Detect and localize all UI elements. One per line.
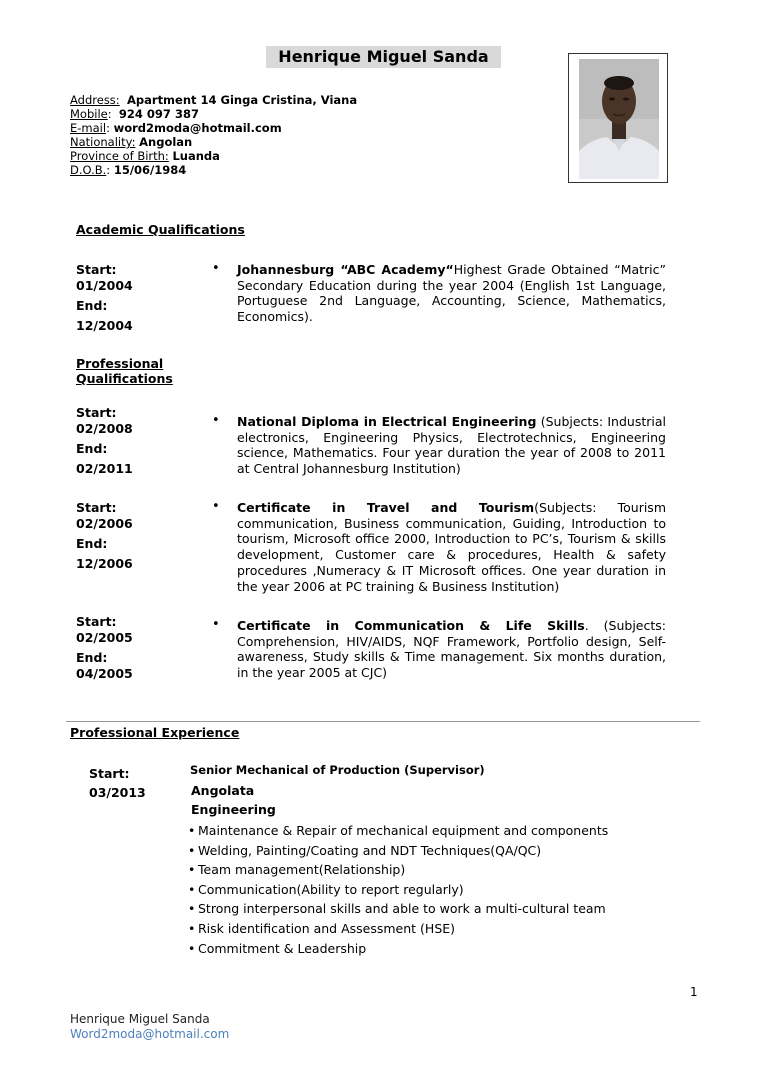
list-item [188, 821, 608, 841]
duty-text: Team management(Relationship) [198, 862, 406, 878]
entry-text: (Subjects: Tourism communication, Business communication, Guiding, Introduction to tourism, Microsoft office 2000, Introduction to PC’s, Tourism & skills development, Customer care & procedures, Health & safety procedures ,Numeracy & IT Microsoft offices. One year duration in the year 2006 at PC training & Business Institution) [237, 500, 666, 594]
list-item [188, 880, 608, 900]
qualification-dates [76, 500, 186, 572]
end-date: 12/2004 [76, 318, 133, 333]
qualification-entry [237, 618, 666, 681]
entry-text: (Subjects: Industrial electronics, Engineering Physics, Electrotechnics, Engineering science, Mathematics. Four year duration the year of 2008 to 2011 at Central Johannesburg Institution) [237, 414, 666, 477]
bullet: • [212, 617, 220, 632]
bullet: • [212, 413, 220, 428]
professional-heading-line2: Qualifications [76, 371, 173, 386]
email-row: E-mail: word2moda@hotmail.com [70, 121, 282, 135]
nationality-row [70, 135, 357, 149]
bullet: • [188, 881, 196, 897]
personal-info [70, 93, 357, 177]
end-label: End: [76, 650, 108, 665]
province-label: Province of Birth: [70, 149, 169, 163]
professional-heading [76, 356, 173, 386]
list-item [188, 841, 608, 861]
email-value[interactable]: word2moda@hotmail.com [113, 121, 282, 135]
department-name: Engineering [191, 802, 276, 817]
entry-title: Certificate in Travel and Tourism [237, 500, 535, 515]
experience-heading: Professional Experience [70, 725, 240, 740]
start-label: Start: [76, 500, 117, 515]
qualification-dates [76, 405, 186, 477]
end-date: 12/2006 [76, 556, 133, 571]
footer-email[interactable]: Word2moda@hotmail.com [70, 1027, 230, 1041]
bullet: • [188, 940, 196, 956]
professional-heading-line1: Professional [76, 356, 164, 371]
email-label: E-mail [70, 121, 107, 135]
end-label: End: [76, 441, 108, 456]
end-date: 04/2005 [76, 666, 133, 681]
position-title: Senior Mechanical of Production (Supervisor) [190, 763, 485, 777]
footer-name: Henrique Miguel Sanda [70, 1012, 210, 1026]
page-number: 1 [690, 985, 698, 999]
start-date: 02/2006 [76, 516, 133, 531]
mobile-row: Mobile: 924 097 387 [70, 107, 199, 121]
address-label: Address: [70, 93, 120, 107]
qualification-entry [237, 414, 666, 477]
bullet: • [212, 499, 220, 514]
bullet: • [188, 862, 196, 878]
dob-row: D.O.B.: 15/06/1984 [70, 163, 187, 177]
bullet: • [188, 842, 196, 858]
bullet: • [188, 823, 196, 838]
duty-text: Commitment & Leadership [198, 940, 367, 956]
mobile-label: Mobile [70, 107, 108, 121]
entry-title: Certificate in Communication & Life Skills [237, 618, 585, 633]
list-item [188, 899, 608, 919]
end-label: End: [76, 536, 108, 551]
duty-text: Maintenance & Repair of mechanical equipment and components [198, 823, 609, 838]
start-date: 03/2013 [89, 785, 146, 800]
list-item [188, 919, 608, 939]
profile-photo [568, 53, 668, 183]
list-item [188, 860, 608, 880]
address-value: Apartment 14 Ginga Cristina, Viana [127, 93, 358, 107]
start-date: 01/2004 [76, 278, 133, 293]
duty-text: Risk identification and Assessment (HSE) [198, 920, 456, 936]
academic-heading: Academic Qualifications [76, 222, 245, 237]
section-divider [66, 721, 700, 722]
portrait-icon [579, 59, 659, 179]
qualification-entry [237, 500, 666, 594]
dob-value: 15/06/1984 [113, 163, 187, 177]
province-row [70, 149, 357, 163]
address-row [70, 93, 357, 107]
end-date: 02/2011 [76, 461, 133, 476]
bullet: • [212, 261, 220, 276]
start-label: Start: [76, 614, 117, 629]
qualification-dates [76, 614, 186, 682]
end-label: End: [76, 298, 108, 313]
entry-text: Highest Grade Obtained “Matric” Secondary Education during the year 2004 (English 1st Language, Portuguese 2nd Language, Accounting, Science, Mathematics, Economics). [237, 262, 666, 325]
experience-dates [89, 764, 179, 802]
start-date: 02/2008 [76, 421, 133, 436]
list-item [188, 939, 608, 959]
duty-text: Strong interpersonal skills and able to work a multi-cultural team [198, 901, 606, 917]
cv-title: Henrique Miguel Sanda [266, 46, 501, 68]
academic-entry [237, 262, 666, 325]
academic-dates [76, 262, 186, 334]
duty-text: Communication(Ability to report regularly) [198, 881, 464, 897]
bullet: • [188, 901, 196, 917]
nationality-label: Nationality: [70, 135, 136, 149]
duties-list [188, 821, 608, 958]
start-date: 02/2005 [76, 630, 133, 645]
entry-title: Johannesburg “ABC Academy“ [237, 262, 454, 277]
entry-title: National Diploma in Electrical Engineering [237, 414, 537, 429]
company-name: Angolata [191, 783, 255, 798]
start-label: Start: [89, 766, 130, 781]
nationality-value: Angolan [139, 135, 193, 149]
dob-label: D.O.B. [70, 163, 107, 177]
start-label: Start: [76, 262, 117, 277]
duty-text: Welding, Painting/Coating and NDT Techniques(QA/QC) [198, 842, 542, 858]
entry-text: . (Subjects: Comprehension, HIV/AIDS, NQF Framework, Portfolio design, Self-awareness, Study skills & Time management. Six months duration, in the year 2005 at CJC) [237, 618, 666, 681]
start-label: Start: [76, 405, 117, 420]
bullet: • [188, 920, 196, 936]
province-value: Luanda [172, 149, 220, 163]
mobile-value: 924 097 387 [118, 107, 199, 121]
